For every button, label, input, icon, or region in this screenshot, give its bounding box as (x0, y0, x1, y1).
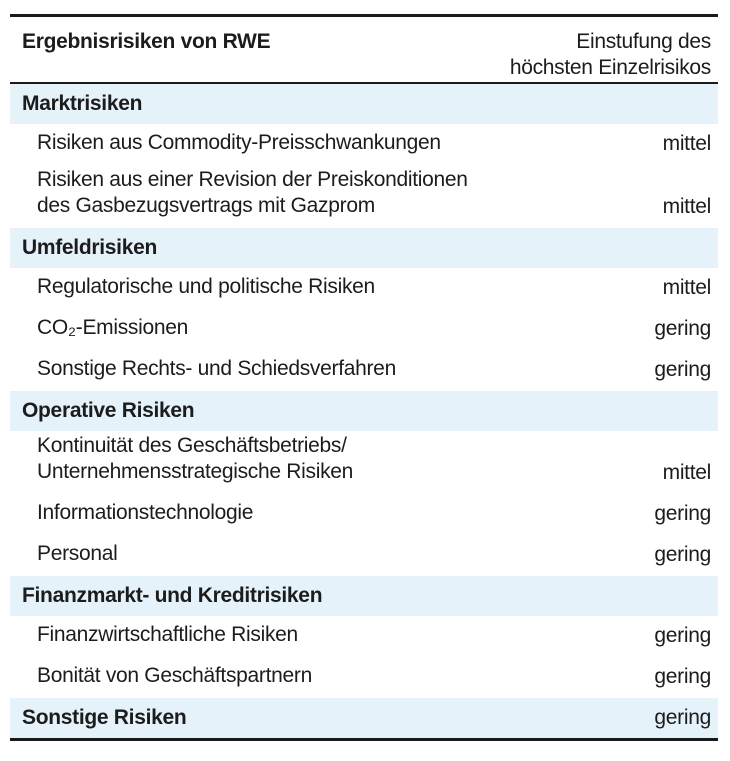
section-band-finanzmarkt-kreditrisiken (10, 576, 718, 616)
section-title: Umfeldrisiken (22, 236, 157, 259)
header-column-right (510, 29, 718, 81)
table-row (10, 268, 718, 309)
row-label-line1: Sonstige Rechts- und Schiedsverfahren (37, 357, 396, 380)
row-label-line1: Risiken aus einer Revision der Preiskonditionen (37, 168, 468, 191)
bottom-rule (10, 738, 718, 741)
section-band-sonstige-risiken (10, 698, 718, 738)
table-row (10, 494, 718, 535)
row-label-line1: CO₂-Emissionen (37, 316, 188, 339)
row-rating: gering (654, 665, 711, 688)
row-label (37, 622, 644, 648)
row-label-line2: Unternehmensstrategische Risiken (37, 460, 354, 483)
section-band-operative-risiken (10, 391, 718, 431)
row-rating: mittel (662, 276, 711, 299)
risk-table (10, 14, 718, 741)
row-rating: gering (654, 543, 711, 566)
row-label-line2: des Gasbezugsvertrags mit Gazprom (37, 194, 375, 217)
section-title: Sonstige Risiken (22, 706, 187, 729)
table-row (10, 616, 718, 657)
section-band-umfeldrisiken (10, 228, 718, 268)
row-label (37, 130, 653, 156)
row-label-line1: Regulatorische und politische Risiken (37, 275, 375, 298)
row-rating: mittel (662, 461, 711, 484)
row-label (37, 315, 644, 341)
row-label-line1: Bonität von Geschäftspartnern (37, 664, 312, 687)
row-label-line1: Personal (37, 542, 118, 565)
row-rating: gering (654, 358, 711, 381)
row-label (37, 663, 644, 689)
section-band-marktrisiken (10, 84, 718, 124)
row-label-line1: Finanzwirtschaftliche Risiken (37, 623, 298, 646)
row-label (37, 356, 644, 382)
section-title: Finanzmarkt- und Kreditrisiken (22, 584, 323, 607)
table-row (10, 431, 718, 494)
header-column-left: Ergebnisrisiken von RWE (22, 30, 271, 53)
row-rating: gering (654, 317, 711, 340)
row-label-line1: Informationstechnologie (37, 501, 254, 524)
row-label (37, 274, 653, 300)
row-label (37, 433, 653, 485)
row-rating: gering (654, 502, 711, 525)
section-title: Operative Risiken (22, 399, 195, 422)
row-label-line1: Risiken aus Commodity-Preisschwankungen (37, 131, 441, 154)
table-header (10, 17, 718, 82)
row-label (37, 541, 644, 567)
header-right-line1: Einstufung des (576, 30, 711, 53)
table-row (10, 124, 718, 165)
row-label (37, 500, 644, 526)
table-row (10, 309, 718, 350)
header-right-line2: höchsten Einzelrisikos (509, 56, 711, 79)
table-row (10, 350, 718, 391)
table-row (10, 165, 718, 228)
row-label-line1: Kontinuität des Geschäftsbetriebs/ (37, 434, 347, 457)
row-rating: gering (654, 624, 711, 647)
table-row (10, 535, 718, 576)
row-rating: mittel (662, 132, 711, 155)
section-rating: gering (654, 706, 711, 729)
section-title: Marktrisiken (22, 92, 143, 115)
row-label (37, 167, 653, 219)
table-row (10, 657, 718, 698)
row-rating: mittel (662, 195, 711, 218)
